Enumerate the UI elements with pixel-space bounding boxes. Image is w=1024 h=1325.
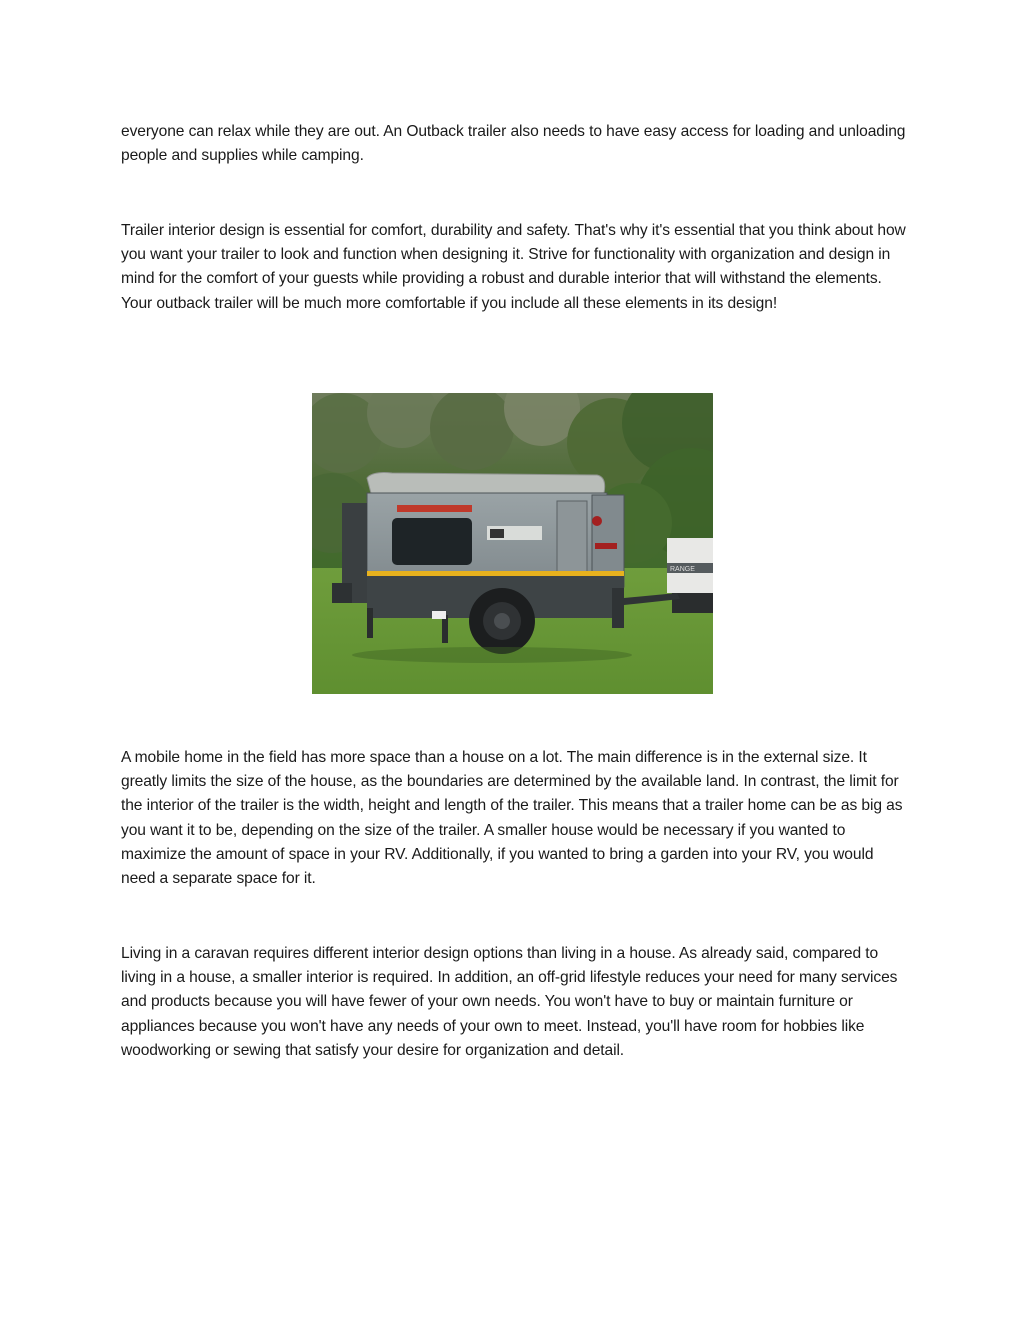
- brand-strip: [397, 505, 472, 512]
- yellow-stripe: [367, 571, 624, 576]
- trailer-window: [392, 518, 472, 565]
- tow-vehicle: [667, 538, 713, 613]
- paragraph-3: A mobile home in the field has more space than a house on a lot. The main difference is in the external size. It greatly limits the size of the house, as the boundaries are determined by the available land. In contrast, the limit for the interior of the trailer is the width, height and length of the trailer. This means that a trailer home can be as big as you want it to be, depending on the size of the trailer. A smaller house would be necessary if you wanted to maximize the amount of space in your RV. Additionally, if you wanted to bring a garden into your RV, you would need a separate space for it.: [121, 749, 903, 888]
- paragraph-4: Living in a caravan requires different interior design options than living in a house. As already said, compared to living in a house, a smaller interior is required. In addition, an off-grid lifestyle reduces your need for many services and products because you will have fewer of your own needs. You won't have to buy or maintain furniture or appliances because you won't have any needs of your own to meet. Instead, you'll have room for hobbies like woodworking or sewing that satisfy your desire for organization and detail.: [121, 945, 898, 1059]
- paragraph-2: Trailer interior design is essential for comfort, durability and safety. That's why it's essential that you think about how you want your trailer to look and function when designing it. Strive for functionality with organization and design in mind for the comfort of your guests while providing a robust and durable interior that will withstand the elements. Your outback trailer will be much more comfortable if you include all these elements in its design!: [121, 222, 906, 312]
- trailer-wheel: [469, 588, 535, 654]
- paragraph-1: everyone can relax while they are out. An Outback trailer also needs to have easy access for loading and unloading people and supplies while camping.: [121, 123, 906, 165]
- trailer-photo: [312, 393, 713, 694]
- vehicle-badge: RANGE: [670, 566, 695, 573]
